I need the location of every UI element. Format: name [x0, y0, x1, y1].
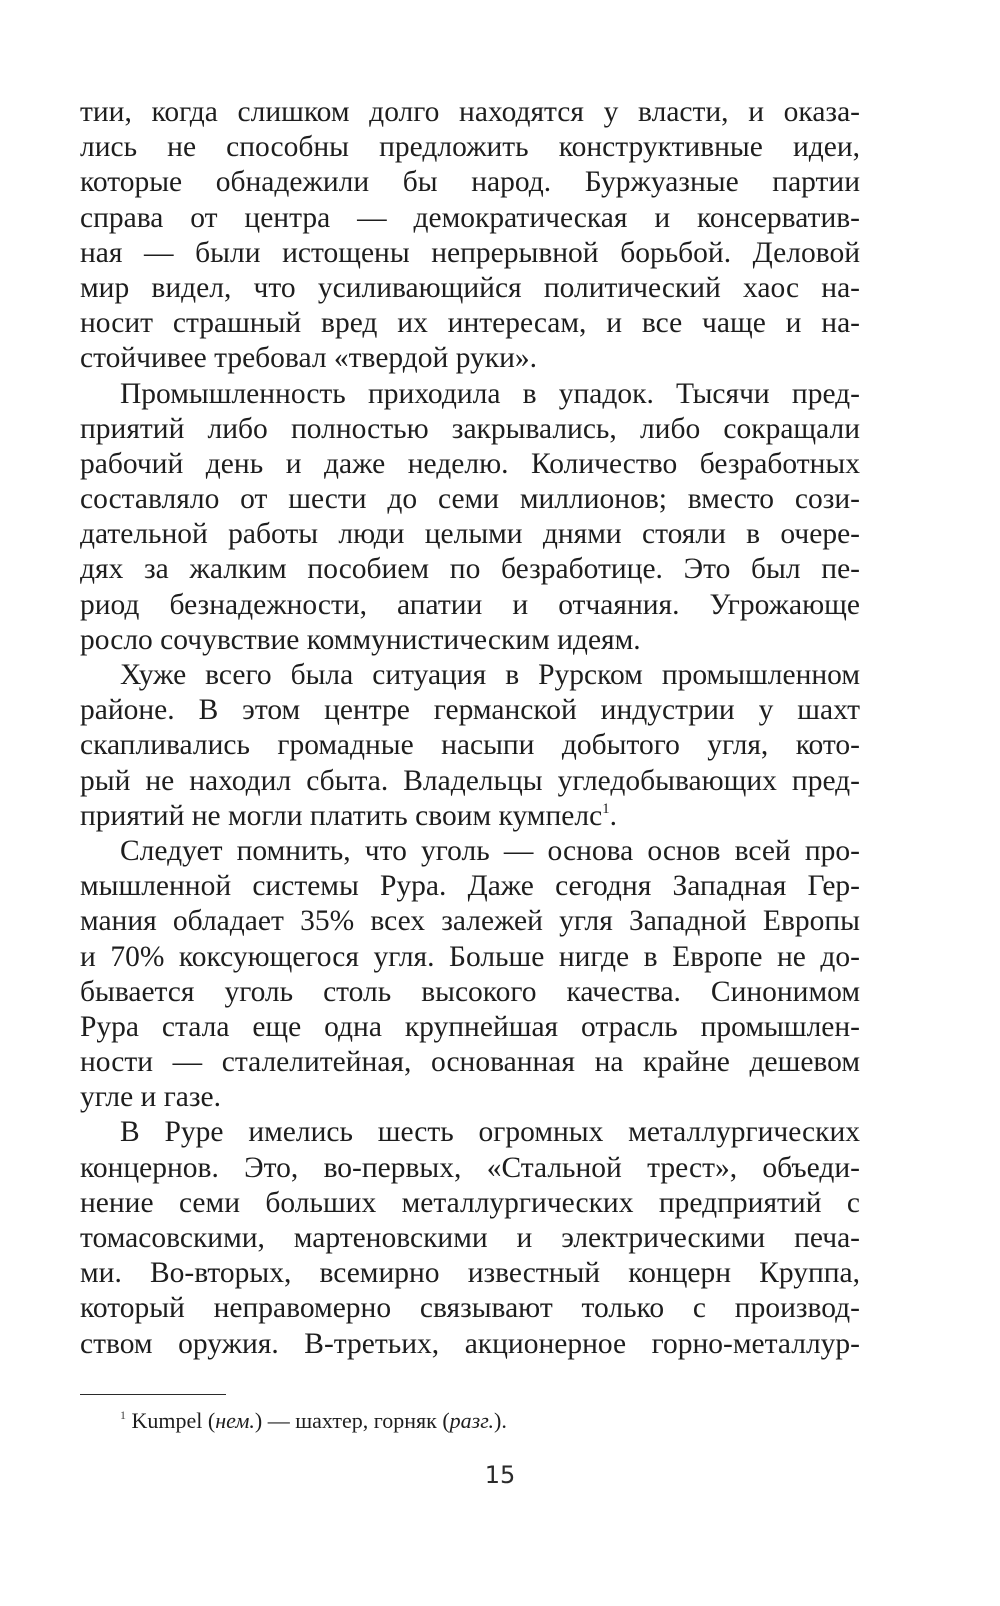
text-line: мышленной системы Рура. Даже сегодня Западная Гер-	[80, 870, 860, 903]
text-line: Следует помнить, что уголь — основа основ всей про-	[120, 834, 860, 867]
footnote-style: разг.	[449, 1408, 495, 1433]
footnote-language: нем.	[215, 1408, 255, 1433]
footnote	[120, 1406, 507, 1436]
footnote-reference: 1	[602, 800, 610, 817]
page-body	[80, 95, 860, 1362]
text-line: ности — сталелитейная, основанная на крайне дешевом	[80, 1046, 860, 1079]
text-fragment: .	[609, 799, 618, 832]
text-line: мания обладает 35% всех залежей угля Западной Европы	[80, 905, 860, 938]
text-line: нение семи больших металлургических предприятий с	[80, 1186, 860, 1219]
text-line: дях за жалким пособием по безработице. Это был пе-	[80, 553, 860, 586]
text-line: носит страшный вред их интересам, и все чаще и на-	[80, 307, 860, 340]
text-line: дательной работы люди целыми днями стояли в очере-	[80, 518, 860, 551]
footnote-paren: )	[254, 1408, 263, 1433]
page-number: 15	[484, 1461, 516, 1489]
text-line: ством оружия. В-третьих, акционерное горно-металлур-	[80, 1327, 860, 1360]
footnote-divider	[80, 1394, 226, 1395]
text-line: томасовскими, мартеновскими и электрическими печа-	[80, 1222, 860, 1254]
footnote-paren: ).	[494, 1408, 507, 1433]
text-line: бывается уголь столь высокого качества. Синонимом	[80, 975, 860, 1008]
text-line: росло сочувствие коммунистическим идеям.	[80, 623, 641, 656]
text-line: скапливались громадные насыпи добытого угля, кото-	[80, 729, 860, 762]
text-line: рабочий день и даже неделю. Количество безработных	[80, 447, 860, 480]
footnote-marker: 1	[120, 1408, 126, 1422]
text-line-with-footnote	[80, 799, 860, 834]
text-line: ми. Во-вторых, всемирно известный концерн Круппа,	[80, 1257, 860, 1290]
text-line: ная — были истощены непрерывной борьбой. Деловой	[80, 236, 860, 269]
text-line: районе. В этом центре германской индустрии у шахт	[80, 694, 860, 727]
text-line: концернов. Это, во-первых, «Стальной трест», объеди-	[80, 1151, 860, 1184]
text-line: риод безнадежности, апатии и отчаяния. Угрожающе	[80, 588, 860, 621]
text-line: которые обнадежили бы народ. Буржуазные партии	[80, 166, 860, 199]
text-line: Рура стала еще одна крупнейшая отрасль промышлен-	[80, 1010, 860, 1043]
text-line: угле и газе.	[80, 1081, 222, 1114]
text-fragment: приятий не могли платить своим кумпелс	[80, 799, 603, 832]
text-line: мир видел, что усиливающийся политический хаос на-	[80, 271, 860, 304]
text-line: справа от центра — демократическая и консерватив-	[80, 201, 860, 234]
text-line: тии, когда слишком долго находятся у власти, и оказа-	[80, 96, 860, 128]
text-line: составляло от шести до семи миллионов; вместо сози-	[80, 483, 860, 516]
text-line: и 70% коксующегося угля. Больше нигде в Европе не до-	[80, 940, 860, 973]
text-line: Промышленность приходила в упадок. Тысячи пред-	[120, 377, 860, 410]
text-line: лись не способны предложить конструктивные идеи,	[80, 131, 860, 164]
text-line: который неправомерно связывают только с производ-	[80, 1292, 860, 1325]
text-line: приятий либо полностью закрывались, либо сокращали	[80, 412, 860, 445]
text-line: Хуже всего была ситуация в Рурском промышленном	[120, 659, 860, 691]
text-line: стойчивее требовал «твердой руки».	[80, 342, 538, 375]
footnote-term: Kumpel	[131, 1408, 203, 1433]
footnote-paren: (	[207, 1408, 216, 1433]
text-line: рый не находил сбыта. Владельцы угледобывающих пред-	[80, 764, 860, 797]
footnote-paren: (	[442, 1408, 450, 1433]
text-line: В Руре имелись шесть огромных металлургических	[120, 1116, 860, 1149]
footnote-definition: — шахтер, горняк	[262, 1408, 443, 1433]
